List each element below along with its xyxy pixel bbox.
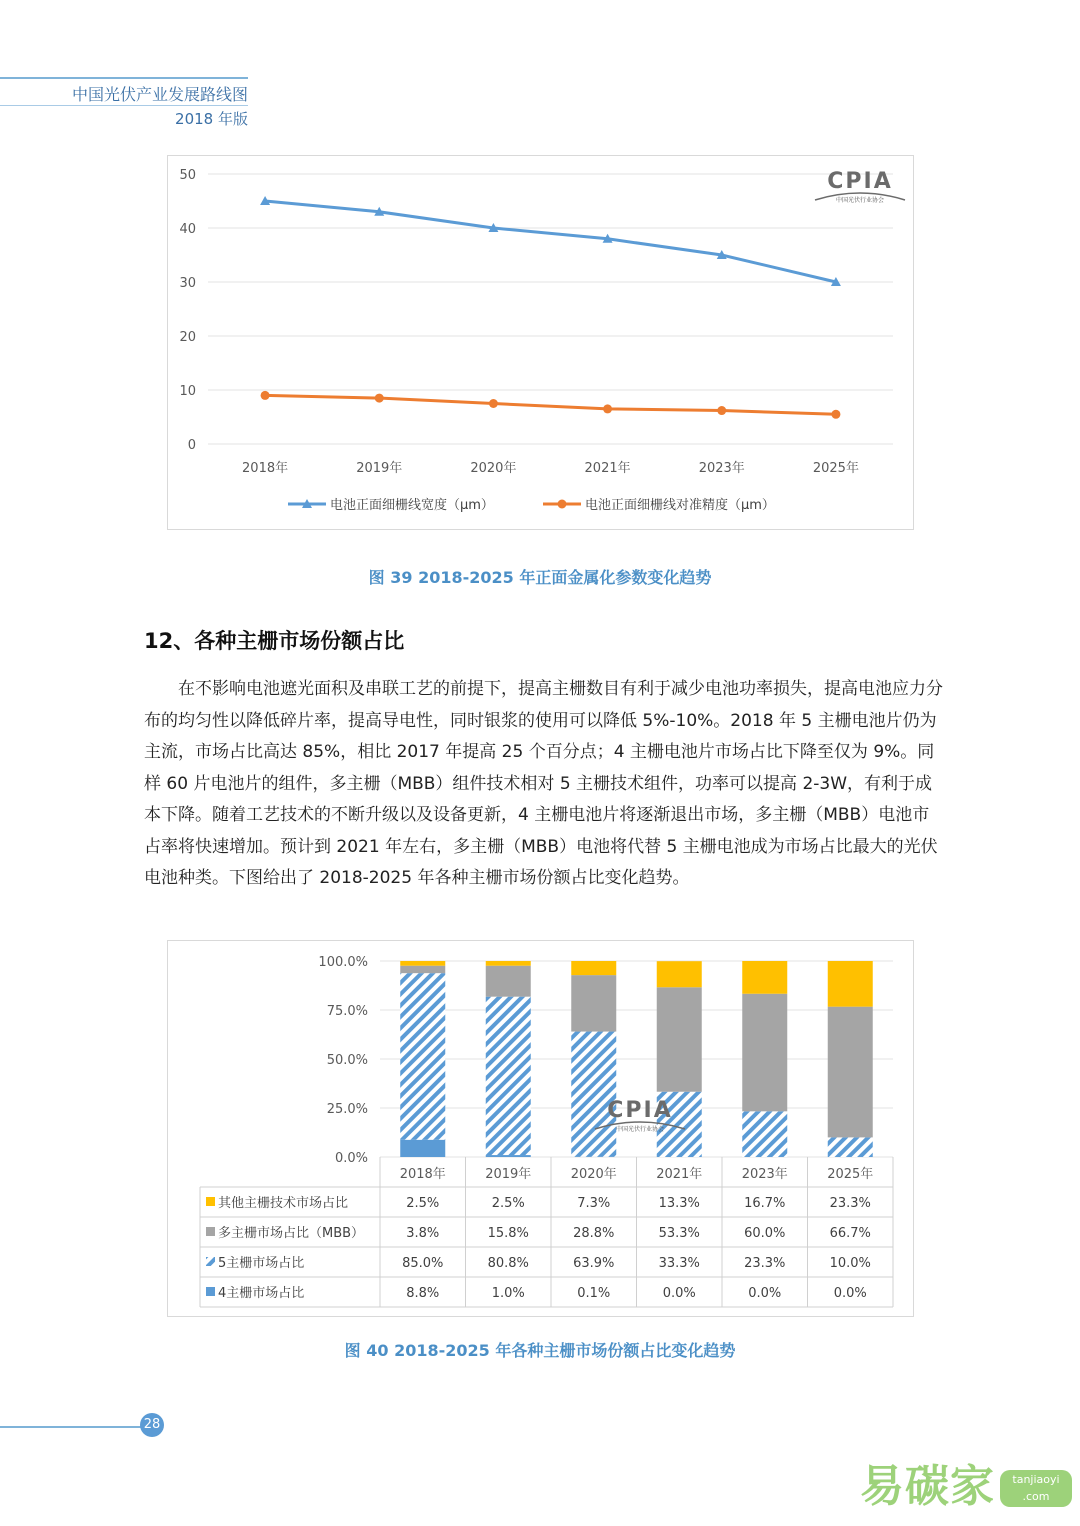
legend-key — [206, 1227, 215, 1236]
bar-segment — [828, 1137, 873, 1157]
bar-segment — [742, 1111, 787, 1157]
x-tick-label: 2021年 — [584, 461, 631, 476]
watermark-sub1: tanjiaoyi — [1012, 1473, 1060, 1486]
bar-segment — [828, 1007, 873, 1138]
chart-40 — [168, 941, 913, 1316]
x-tick-label: 2025年 — [812, 461, 859, 476]
bar-segment — [571, 961, 616, 975]
legend-label: 多主栅市场占比（MBB） — [218, 1226, 365, 1241]
series-line-1 — [265, 201, 836, 282]
chart-40-logo-sub: 中国光伏行业协会 — [615, 1126, 665, 1133]
y-tick-label: 0.0% — [334, 1151, 368, 1166]
page-number: 28 — [140, 1413, 164, 1437]
table-cell-value: 60.0% — [744, 1226, 786, 1241]
header-rule — [0, 77, 248, 79]
chart-39-logo-sub: 中国光伏行业协会 — [835, 197, 885, 204]
y-tick-label: 0 — [187, 438, 196, 453]
table-cell-value: 1.0% — [491, 1286, 525, 1301]
x-tick-label: 2018年 — [242, 461, 289, 476]
table-cell-value: 13.3% — [658, 1196, 700, 1211]
series-line-2 — [265, 395, 836, 414]
table-cell-value: 2.5% — [406, 1196, 440, 1211]
table-cell-value: 0.0% — [662, 1286, 696, 1301]
watermark-badge — [1000, 1470, 1072, 1507]
y-tick-label: 75.0% — [326, 1004, 368, 1019]
bar-segment — [742, 961, 787, 994]
bar-segment — [400, 961, 445, 966]
bar-segment — [400, 973, 445, 1140]
x-category-label: 2020年 — [570, 1167, 617, 1182]
series-2-point — [261, 391, 270, 400]
header-rule-thin — [0, 105, 248, 106]
bar-segment — [828, 961, 873, 1007]
bar-segment — [571, 1032, 616, 1157]
series-2-point — [717, 406, 726, 415]
y-tick-label: 50.0% — [326, 1053, 368, 1068]
report-title: 中国光伏产业发展路线图 — [71, 85, 248, 104]
series-2-point — [603, 404, 612, 413]
y-tick-label: 20 — [179, 330, 196, 345]
legend-swatch-marker — [558, 500, 567, 509]
bar-segment — [400, 966, 445, 973]
table-cell-value: 23.3% — [829, 1196, 871, 1211]
table-cell-value: 15.8% — [487, 1226, 529, 1241]
body-paragraph — [144, 674, 944, 895]
y-tick-label: 10 — [179, 384, 196, 399]
footer-rule — [0, 1426, 142, 1428]
x-category-label: 2025年 — [827, 1167, 874, 1182]
y-tick-label: 50 — [179, 168, 196, 183]
legend-label: 5主栅市场占比 — [218, 1256, 305, 1271]
x-tick-label: 2019年 — [356, 461, 403, 476]
x-tick-label: 2023年 — [698, 461, 745, 476]
report-edition: 2018 年版 — [175, 110, 248, 128]
bar-segment — [742, 994, 787, 1112]
bar-segment — [571, 975, 616, 1031]
table-cell-value: 10.0% — [829, 1256, 871, 1271]
y-tick-label: 25.0% — [326, 1102, 368, 1117]
chart-39-caption: 图 39 2018-2025 年正面金属化参数变化趋势 — [368, 568, 712, 587]
x-tick-label: 2020年 — [470, 461, 517, 476]
bar-segment — [486, 997, 531, 1155]
watermark-sub2: .com — [1022, 1490, 1050, 1503]
table-cell-value: 0.0% — [833, 1286, 867, 1301]
chart-39-logo-text: CPIA — [827, 169, 893, 194]
table-cell-value: 0.1% — [577, 1286, 611, 1301]
bar-segment — [486, 1155, 531, 1157]
legend-key — [206, 1287, 215, 1296]
table-cell-value: 63.9% — [573, 1256, 615, 1271]
x-category-label: 2018年 — [399, 1167, 446, 1182]
table-cell-value: 28.8% — [573, 1226, 615, 1241]
series-2-point — [489, 399, 498, 408]
table-cell-value: 7.3% — [577, 1196, 611, 1211]
legend-label: 电池正面细栅线宽度（μm） — [330, 498, 494, 513]
chart-39 — [168, 156, 913, 529]
table-cell-value: 66.7% — [829, 1226, 871, 1241]
table-cell-value: 85.0% — [402, 1256, 444, 1271]
body-text: 在不影响电池遮光面积及串联工艺的前提下，提高主栅数目有利于减少电池功率损失，提高电池应力分布的均匀性以降低碎片率，提高导电性，同时银浆的使用可以降低 5%-10%。2018 年 5 主栅电池片仍为主流，市场占比高达 85%，相比 2017 年提高 25 个百分点；4 主栅电池片市场占比下降至仅为 9%。同样 60 片电池片的组件，多主栅（MBB）组件技术相对 5 主栅技术组件，功率可以提高 2-3W，有利于成本下降。随着工艺技术的不断升级以及设备更新，4 主栅电池片将逐渐退出市场，多主栅（MBB）电池市占率将快速增加。预计到 2021 年左右，多主栅（MBB）电池将代替 5 主栅电池成为市场占比最大的光伏电池种类。下图给出了 2018-2025 年各种主栅市场份额占比变化趋势。 — [144, 679, 943, 888]
y-tick-label: 30 — [179, 276, 196, 291]
bar-segment — [486, 966, 531, 997]
legend-key — [206, 1197, 215, 1206]
series-2-point — [375, 394, 384, 403]
bar-segment — [486, 961, 531, 966]
table-cell-value: 16.7% — [744, 1196, 786, 1211]
watermark-logo: 易碳家 — [860, 1461, 995, 1512]
table-cell-value: 0.0% — [748, 1286, 782, 1301]
bar-segment — [400, 1140, 445, 1157]
legend-label: 电池正面细栅线对准精度（μm） — [585, 498, 775, 513]
table-cell-value: 33.3% — [658, 1256, 700, 1271]
table-cell-value: 8.8% — [406, 1286, 440, 1301]
legend-label: 4主栅市场占比 — [218, 1286, 305, 1301]
legend-key — [206, 1257, 215, 1266]
table-cell-value: 80.8% — [487, 1256, 529, 1271]
table-cell-value: 3.8% — [406, 1226, 440, 1241]
table-cell-value: 53.3% — [658, 1226, 700, 1241]
x-category-label: 2023年 — [741, 1167, 788, 1182]
x-category-label: 2019年 — [485, 1167, 532, 1182]
table-cell-value: 23.3% — [744, 1256, 786, 1271]
chart-40-caption: 图 40 2018-2025 年各种主栅市场份额占比变化趋势 — [344, 1341, 736, 1360]
bar-segment — [657, 961, 702, 987]
bar-segment — [657, 987, 702, 1091]
y-tick-label: 100.0% — [318, 955, 368, 970]
table-cell-value: 2.5% — [491, 1196, 525, 1211]
chart-40-logo-text: CPIA — [607, 1098, 673, 1123]
chart-40-frame — [167, 940, 914, 1317]
series-2-point — [831, 410, 840, 419]
x-category-label: 2021年 — [656, 1167, 703, 1182]
section-heading: 12、各种主栅市场份额占比 — [144, 629, 405, 653]
legend-label: 其他主栅技术市场占比 — [218, 1196, 349, 1211]
chart-39-frame — [167, 155, 914, 530]
y-tick-label: 40 — [179, 222, 196, 237]
